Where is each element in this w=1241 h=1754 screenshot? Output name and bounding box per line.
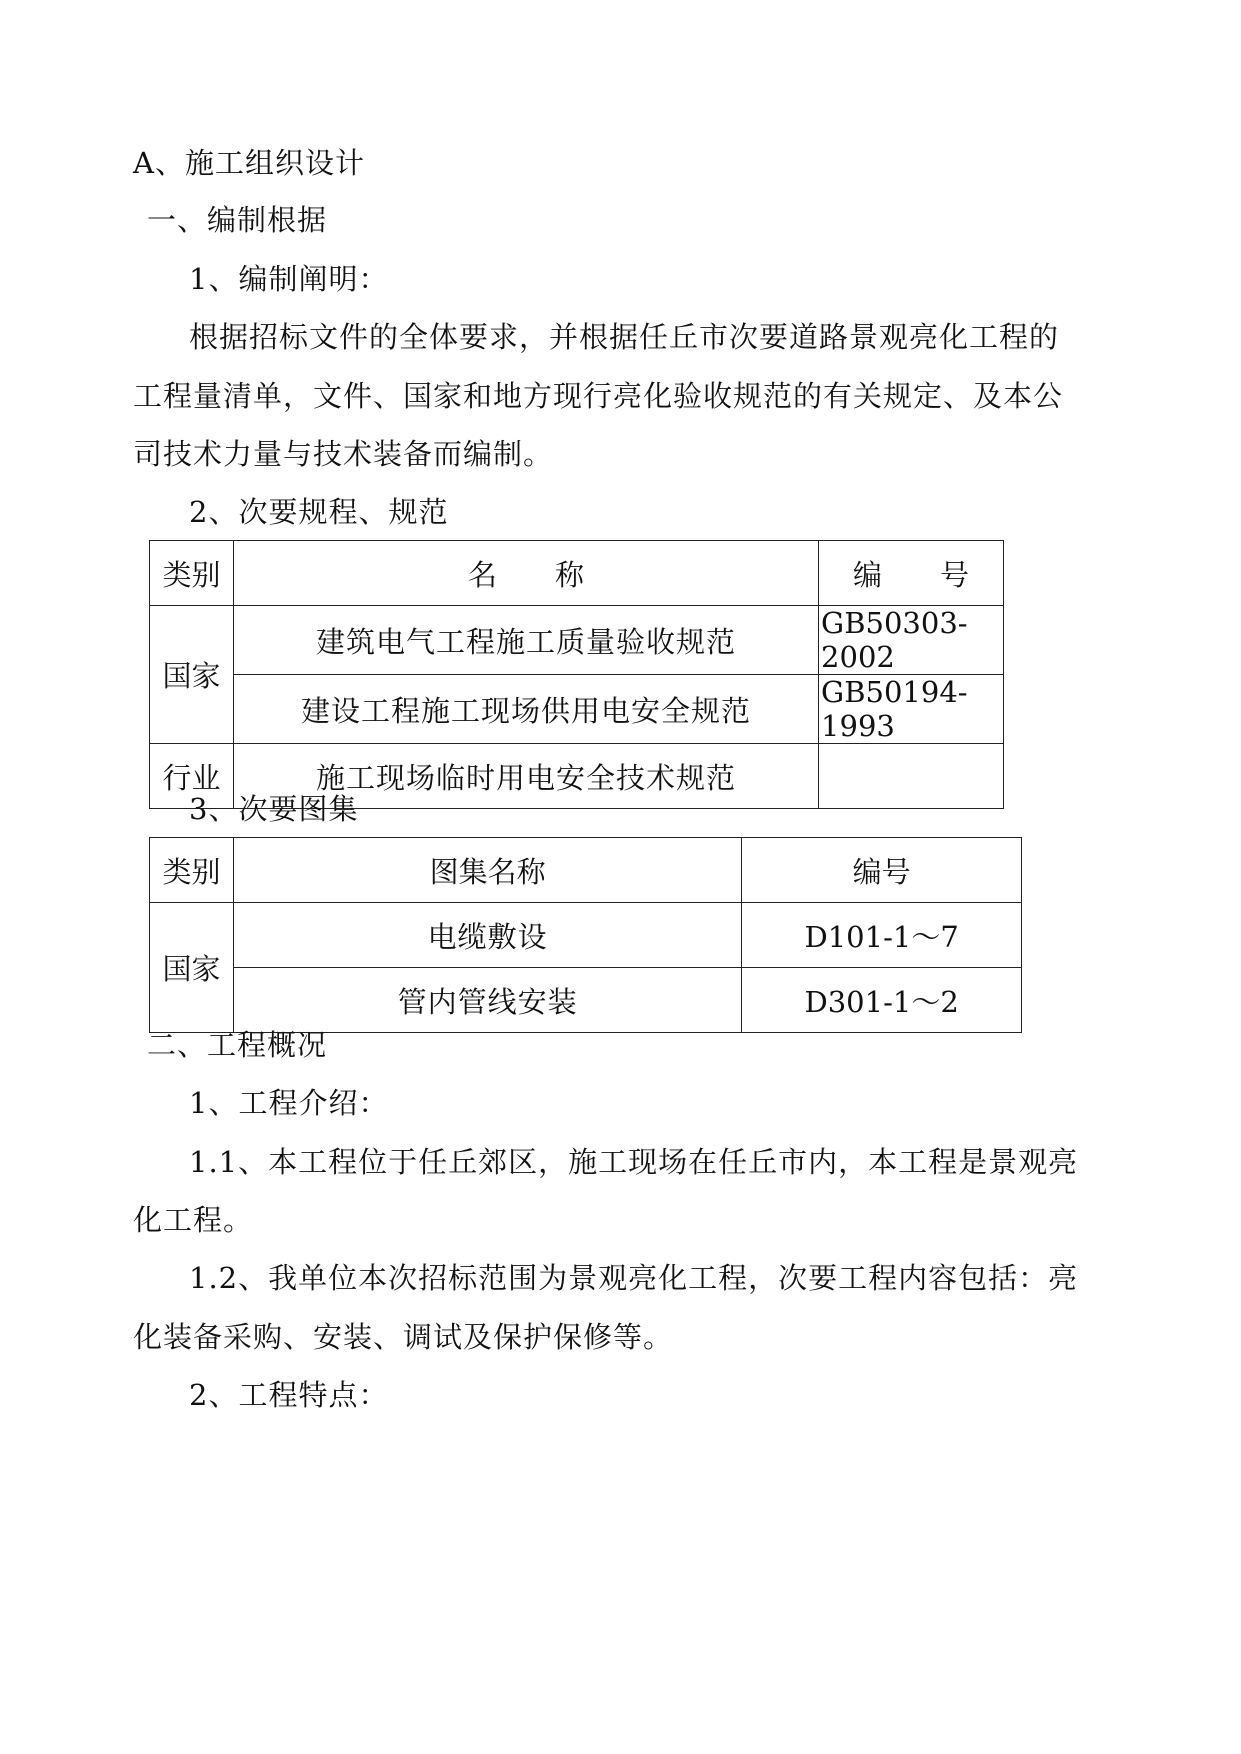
code-cell: GB50303-2002 <box>819 606 1004 675</box>
category-cell: 国家 <box>150 606 234 744</box>
paragraph-line: 化装备采购、安装、调试及保护保修等。 <box>133 1320 674 1354</box>
header-code: 编号 <box>742 838 1022 903</box>
table-row <box>150 606 1004 675</box>
sub1-title: 1、编制阐明： <box>189 262 389 296</box>
name-cell: 施工现场临时用电安全技术规范 <box>233 744 818 809</box>
heading-a: A、施工组织设计 <box>133 146 365 180</box>
header-code: 编 号 <box>819 541 1004 606</box>
code-cell: GB50194-1993 <box>819 675 1004 744</box>
paragraph-line: 1.1、本工程位于任丘郊区，施工现场在任丘市内，本工程是景观亮 <box>189 1145 1079 1179</box>
code-cell: D301-1～2 <box>742 968 1022 1033</box>
category-cell: 行业 <box>150 744 234 809</box>
section2-title: 二、工程概况 <box>147 1028 328 1062</box>
code-cell: D101-1～7 <box>742 903 1022 968</box>
code-cell <box>819 744 1004 809</box>
sub1-title: 1、工程介绍： <box>189 1086 389 1120</box>
category-cell: 国家 <box>150 903 234 1033</box>
name-cell: 管内管线安装 <box>233 968 741 1033</box>
name-cell: 建设工程施工现场供用电安全规范 <box>233 675 818 744</box>
name-cell: 建筑电气工程施工质量验收规范 <box>233 606 818 675</box>
paragraph-line: 司技术力量与技术装备而编制。 <box>133 437 554 471</box>
header-category: 类别 <box>150 838 234 903</box>
header-name: 图集名称 <box>233 838 741 903</box>
table-row <box>150 675 1004 744</box>
section1-title: 一、编制根据 <box>147 203 328 237</box>
header-category: 类别 <box>150 541 234 606</box>
table-row <box>150 903 1022 968</box>
paragraph-line: 工程量清单，文件、国家和地方现行亮化验收规范的有关规定、及本公 <box>133 379 1064 413</box>
standards-table <box>149 540 1004 809</box>
table-header-row <box>150 838 1022 903</box>
table-header-row <box>150 541 1004 606</box>
sub3-title: 3、次要图集 <box>189 792 359 826</box>
paragraph-line: 根据招标文件的全体要求，并根据任丘市次要道路景观亮化工程的 <box>189 320 1060 354</box>
table-row <box>150 968 1022 1033</box>
atlas-table <box>149 837 1022 1033</box>
name-cell: 电缆敷设 <box>233 903 741 968</box>
paragraph-line: 化工程。 <box>133 1203 254 1237</box>
sub2-title: 2、次要规程、规范 <box>189 495 449 529</box>
paragraph-line: 1.2、我单位本次招标范围为景观亮化工程，次要工程内容包括：亮 <box>189 1261 1079 1295</box>
header-name: 名 称 <box>233 541 818 606</box>
sub2-title: 2、工程特点： <box>189 1378 389 1412</box>
